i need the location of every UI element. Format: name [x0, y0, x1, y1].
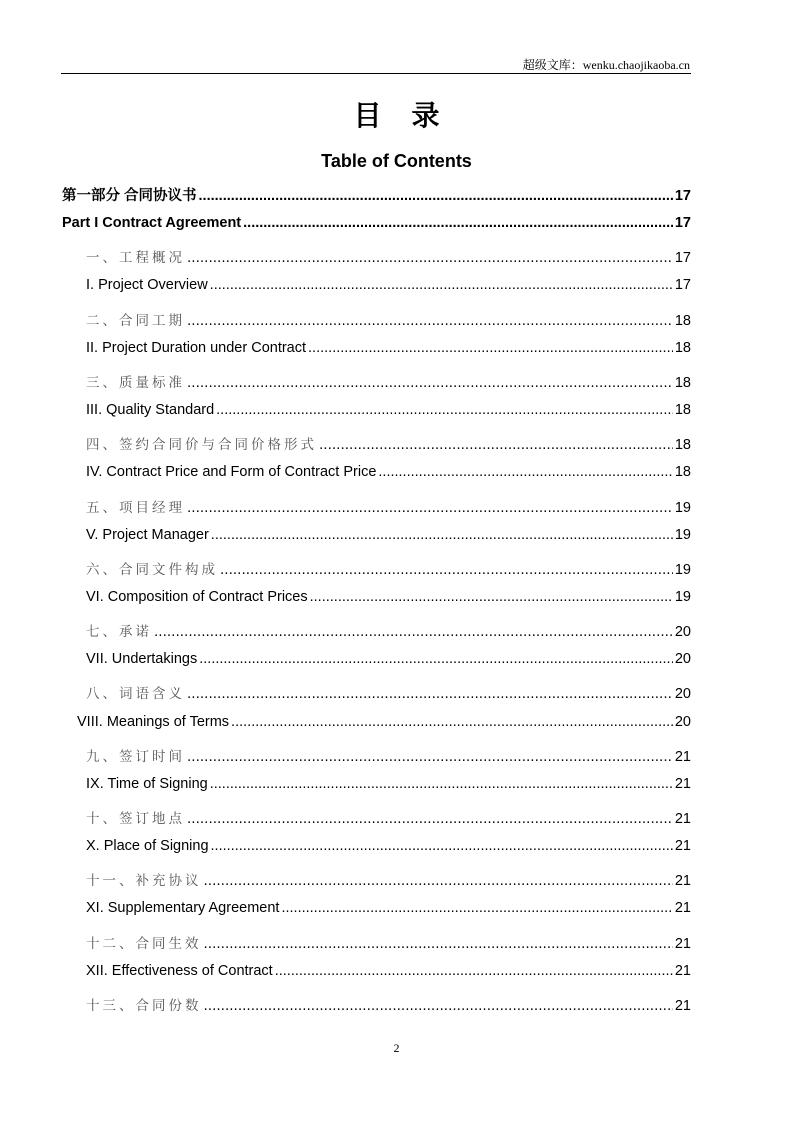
- page-subtitle: Table of Contents: [321, 151, 472, 171]
- toc-entry-page: 21: [674, 997, 691, 1014]
- toc-entry[interactable]: [86, 932, 691, 952]
- toc-entry-page: 18: [674, 374, 691, 391]
- toc-entry-label: 五、项目经理: [86, 499, 185, 516]
- toc-entry-page: 21: [674, 873, 691, 890]
- toc-entry-page: 18: [674, 464, 691, 481]
- toc-entry-label: 十三、合同份数: [86, 997, 202, 1014]
- toc-entry-page: 17: [674, 215, 691, 232]
- toc-entry-label: 六、合同文件构成: [86, 561, 218, 578]
- toc-entry[interactable]: [86, 620, 691, 640]
- toc-entry-page: 20: [674, 651, 691, 668]
- toc-entry-label: XI. Supplementary Agreement: [86, 900, 280, 917]
- toc-entry[interactable]: [86, 776, 691, 796]
- dot-leader: [154, 624, 673, 640]
- toc-entry[interactable]: [86, 246, 691, 266]
- dot-leader: [199, 651, 673, 667]
- toc-entry-label: I. Project Overview: [86, 277, 208, 294]
- toc-entry[interactable]: [62, 184, 691, 204]
- toc-entry-page: 20: [674, 713, 691, 730]
- dot-leader: [243, 215, 673, 231]
- dot-leader: [187, 749, 673, 765]
- toc-entry-label: XII. Effectiveness of Contract: [86, 962, 273, 979]
- toc-entry[interactable]: [86, 277, 691, 297]
- toc-entry-page: 19: [674, 588, 691, 605]
- toc-entry[interactable]: [86, 838, 691, 858]
- toc-entry[interactable]: [77, 714, 691, 734]
- toc-entry-label: II. Project Duration under Contract: [86, 339, 307, 356]
- toc-entry-label: Part I Contract Agreement: [62, 215, 242, 232]
- dot-leader: [211, 838, 673, 854]
- dot-leader: [281, 900, 672, 916]
- toc-entry[interactable]: [86, 371, 691, 391]
- dot-leader: [275, 963, 673, 979]
- page-number: 2: [393, 1041, 400, 1055]
- toc-entry-page: 19: [674, 499, 691, 516]
- toc-entry[interactable]: [86, 589, 691, 609]
- toc-entry[interactable]: [86, 745, 691, 765]
- toc-entry[interactable]: [86, 682, 691, 702]
- toc-entry[interactable]: [86, 464, 691, 484]
- toc-entry[interactable]: [86, 558, 691, 578]
- toc-entry[interactable]: [86, 651, 691, 671]
- toc-entry-page: 18: [674, 437, 691, 454]
- dot-leader: [210, 277, 673, 293]
- toc-entry-page: 18: [674, 339, 691, 356]
- header-rule: [61, 73, 691, 74]
- toc-entry-page: 21: [674, 935, 691, 952]
- toc-entry-label: 十一、补充协议: [86, 873, 202, 890]
- toc-entry-page: 20: [674, 624, 691, 641]
- toc-entry-page: 21: [674, 838, 691, 855]
- dot-leader: [204, 936, 673, 952]
- toc-entry[interactable]: [86, 900, 691, 920]
- toc-entry-label: X. Place of Signing: [86, 838, 209, 855]
- toc-entry-page: 19: [674, 561, 691, 578]
- toc-entry-label: VIII. Meanings of Terms: [77, 713, 230, 730]
- toc-entry[interactable]: [86, 869, 691, 889]
- toc-entry-label: 十二、合同生效: [86, 935, 202, 952]
- dot-leader: [187, 686, 673, 702]
- toc-entry-page: 21: [674, 811, 691, 827]
- dot-leader: [199, 188, 673, 204]
- toc-entry-label: IV. Contract Price and Form of Contract Price: [86, 464, 377, 481]
- dot-leader: [231, 714, 673, 730]
- dot-leader: [187, 811, 673, 827]
- dot-leader: [204, 998, 673, 1014]
- toc-entry-page: 18: [674, 402, 691, 419]
- toc-entry[interactable]: [86, 527, 691, 547]
- dot-leader: [220, 562, 673, 578]
- toc-entry-label: 二、合同工期: [86, 312, 185, 329]
- toc-entry[interactable]: [86, 807, 691, 827]
- toc-entry-label: VII. Undertakings: [86, 651, 198, 668]
- toc-entry[interactable]: [86, 340, 691, 360]
- toc-entry-page: 18: [674, 312, 691, 329]
- toc-entry-label: V. Project Manager: [86, 526, 209, 543]
- dot-leader: [310, 589, 673, 605]
- dot-leader: [187, 313, 673, 329]
- toc-entry-label: 三、质量标准: [86, 374, 185, 391]
- dot-leader: [378, 464, 672, 480]
- toc-entry[interactable]: [86, 994, 691, 1014]
- toc-entry-page: 20: [674, 686, 691, 703]
- dot-leader: [308, 340, 673, 356]
- toc-entry-page: 21: [674, 748, 691, 765]
- toc-entry-label: 第一部分 合同协议书: [62, 188, 197, 204]
- toc-entry-label: 八、词语含义: [86, 686, 185, 703]
- toc-entry-page: 19: [674, 526, 691, 543]
- dot-leader: [216, 402, 673, 418]
- toc-entry-label: 七、承诺: [86, 624, 152, 641]
- toc-entry[interactable]: [62, 215, 691, 235]
- toc-entry[interactable]: [86, 496, 691, 516]
- toc-entry[interactable]: [86, 402, 691, 422]
- toc-entry[interactable]: [86, 309, 691, 329]
- dot-leader: [211, 527, 673, 543]
- toc-entry-label: 一、工程概况: [86, 250, 185, 267]
- page-title: 目录: [353, 99, 470, 132]
- page-header-site: 超级文库：wenku.chaojikaoba.cn: [522, 58, 690, 72]
- dot-leader: [319, 437, 673, 453]
- toc-entry-page: 21: [674, 775, 691, 792]
- toc-entry-page: 17: [674, 188, 691, 204]
- dot-leader: [187, 500, 673, 516]
- toc-entry-label: 十、签订地点: [86, 811, 185, 827]
- dot-leader: [187, 250, 673, 266]
- dot-leader: [187, 375, 673, 391]
- toc-entry-label: 九、签订时间: [86, 748, 185, 765]
- toc-entry-label: III. Quality Standard: [86, 402, 215, 419]
- dot-leader: [204, 873, 673, 889]
- toc-entry-label: VI. Composition of Contract Prices: [86, 588, 308, 605]
- toc-entry-page: 17: [674, 277, 691, 294]
- toc-entry-label: 四、签约合同价与合同价格形式: [86, 437, 317, 454]
- toc-entry-label: IX. Time of Signing: [86, 775, 208, 792]
- toc-entry-page: 17: [674, 250, 691, 267]
- toc-entry[interactable]: [86, 433, 691, 453]
- dot-leader: [210, 776, 673, 792]
- toc-entry-page: 21: [674, 962, 691, 979]
- toc-entry[interactable]: [86, 963, 691, 983]
- toc-entry-page: 21: [674, 900, 691, 917]
